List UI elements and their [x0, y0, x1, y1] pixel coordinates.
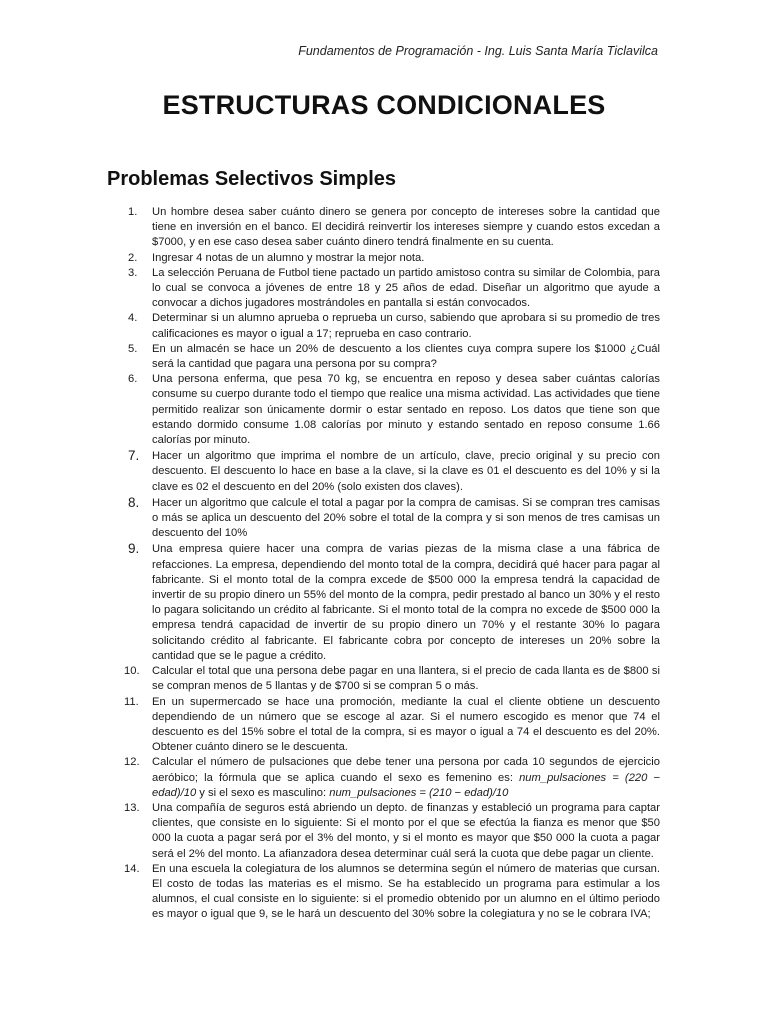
problem-item	[0, 542, 768, 664]
problem-number: 10.	[124, 665, 140, 678]
problem-item	[0, 266, 768, 312]
problem-text: En una escuela la colegiatura de los alumnos se determina según el número de materias que cursan. El costo de todas las materias es el mismo. Se ha establecido un programa para estimular a los alumnos, el cual consiste en lo siguiente: si el promedio obtenido por un alumno en el último periodo es mayor o igual que 9, se le hará un descuento del 30% sobre la colegiatura y no se le cobrara IVA;	[152, 862, 660, 921]
problem-item	[0, 311, 768, 341]
problem-number: 1.	[128, 206, 138, 218]
problem-text: Calcular el total que una persona debe pagar en una llantera, si el precio de cada llanta es de $800 si se compran menos de 5 llantas y de $700 si se compran 5 o más.	[152, 665, 660, 693]
problem-item	[0, 801, 768, 862]
problem-item	[0, 342, 768, 372]
problem-number: 5.	[128, 342, 138, 355]
problem-text: Hacer un algoritmo que imprima el nombre de un artículo, clave, precio original y su precio con descuento. El descuento lo hace en base a la clave, si la clave es 01 el descuento es del 10% y si la clave es 02 el descuento en del 20% (solo existen dos claves).	[152, 450, 660, 493]
problem-text: En un supermercado se hace una promoción, mediante la cual el cliente obtiene un descuento dependiendo de un número que se escoge al azar. Si el numero escogido es menor que 74 el descuento es del 15% sobre el total de la compra, si es mayor o igual a 74 el descuento es del 20%. Obtener cuánto dinero se le descuenta.	[152, 695, 660, 754]
formula-male: num_pulsaciones = (210 − edad)/10	[329, 786, 509, 799]
problem-list	[0, 205, 768, 923]
section-heading: Problemas Selectivos Simples	[107, 168, 397, 190]
problem-text: Una persona enferma, que pesa 70 kg, se encuentra en reposo y desea saber cuántas calorías consume su cuerpo durante todo el tiempo que realice una misma actividad. Las actividades que tiene permitido realizar son únicamente dormir o estar sentado en reposo. Los datos que tiene son que estando dormido consume 1.08 calorías por minuto y estando sentado en reposo consume 1.66 calorías por minuto.	[152, 373, 660, 447]
problem-text: En un almacén se hace un 20% de descuento a los clientes cuya compra supere los $1000 ¿Cuál será la cantidad que pagara una persona por su compra?	[152, 342, 660, 371]
problem-number: 11.	[124, 695, 139, 708]
problem-text: Una empresa quiere hacer una compra de varias piezas de la misma clase a una fábrica de refacciones. La empresa, dependiendo del monto total de la compra, decidirá qué hacer para pagar al fabricante. Si el monto total de la compra excede de $500 000 la empresa tendrá la capacidad de invertir de su propio dinero un 55% del monto de la compra, pedir prestado al banco un 30% y el resto lo pagara solicitando un crédito al fabricante. Si el monto total de la compra no excede de $500 000 la empresa tendrá capacidad de invertir de su propio dinero un 70% y el restante 30% lo pagara solicitando crédito al fabricante. El fabricante cobra por concepto de intereses un 20% sobre la cantidad que se le pague a crédito.	[152, 543, 660, 662]
problem-item	[0, 205, 768, 251]
problem-item	[0, 372, 768, 448]
problem-item	[0, 862, 768, 923]
problem-item	[0, 251, 768, 266]
problem-text: Hacer un algoritmo que calcule el total a pagar por la compra de camisas. Si se compran tres camisas o más se aplica un descuento del 20% sobre el total de la compra y si son menos de tres camisas un descuento del 10%	[152, 496, 660, 540]
problem-number: 4.	[128, 312, 138, 325]
problem-number: 9.	[128, 541, 140, 557]
problem-number: 7.	[128, 448, 140, 464]
problem-item	[0, 695, 768, 756]
problem-number: 14.	[124, 862, 140, 875]
problem-number: 2.	[128, 251, 138, 264]
problem-text: Un hombre desea saber cuánto dinero se genera por concepto de intereses sobre la cantidad que tiene en inversión en el banco. El decidirá reinvertir los intereses siempre y cuando estos excedan a $7000, y en ese caso desea saber cuánto dinero tendrá finalmente en su cuenta.	[152, 206, 660, 249]
problem-text: Ingresar 4 notas de un alumno y mostrar la mejor nota.	[152, 251, 425, 264]
problem-text: La selección Peruana de Futbol tiene pactado un partido amistoso contra su similar de Colombia, para lo cual se convoca a jóvenes de entre 18 y 25 años de edad. Diseñar un algoritmo que ayude a convocar a dichos jugadores mostrándoles en pantalla si están convocados.	[152, 266, 660, 310]
problem-number: 6.	[128, 373, 138, 386]
problem-number: 8.	[128, 494, 140, 510]
problem-number: 12.	[124, 756, 140, 769]
problem-item	[0, 449, 768, 495]
problem-text: Calcular el número de pulsaciones que debe tener una persona por cada 10 segundos de ejercicio aeróbico; la fórmula que se aplica cuando el sexo es femenino es:	[152, 756, 660, 784]
problem-item	[0, 755, 768, 801]
problem-number: 3.	[128, 266, 138, 279]
problem-item	[0, 664, 768, 694]
document-title: ESTRUCTURAS CONDICIONALES	[162, 90, 606, 120]
problem-item	[0, 496, 768, 542]
problem-text: y si el sexo es masculino:	[196, 786, 330, 799]
formula-female: num_pulsaciones = (220 − edad)/10	[152, 771, 660, 799]
problem-number: 13.	[124, 801, 140, 814]
problem-text: Determinar si un alumno aprueba o reprueba un curso, sabiendo que aprobara si su promedio de tres calificaciones es mayor o igual a 17; reprueba en caso contrario.	[152, 312, 660, 340]
problem-text: Una compañía de seguros está abriendo un depto. de finanzas y estableció un programa para captar clientes, que consiste en lo siguiente: Si el monto por el que se efectúa la fianza es menor que $50 000 la cuota a pagar será por el 3% del monto, y si el monto es mayor que $50 000 la cuota a pagar será el 2% del monto. La afianzadora desea determinar cuál será la cuota que debe pagar un cliente.	[152, 801, 660, 860]
running-header: Fundamentos de Programación - Ing. Luis Santa María Ticlavilca	[298, 44, 658, 58]
